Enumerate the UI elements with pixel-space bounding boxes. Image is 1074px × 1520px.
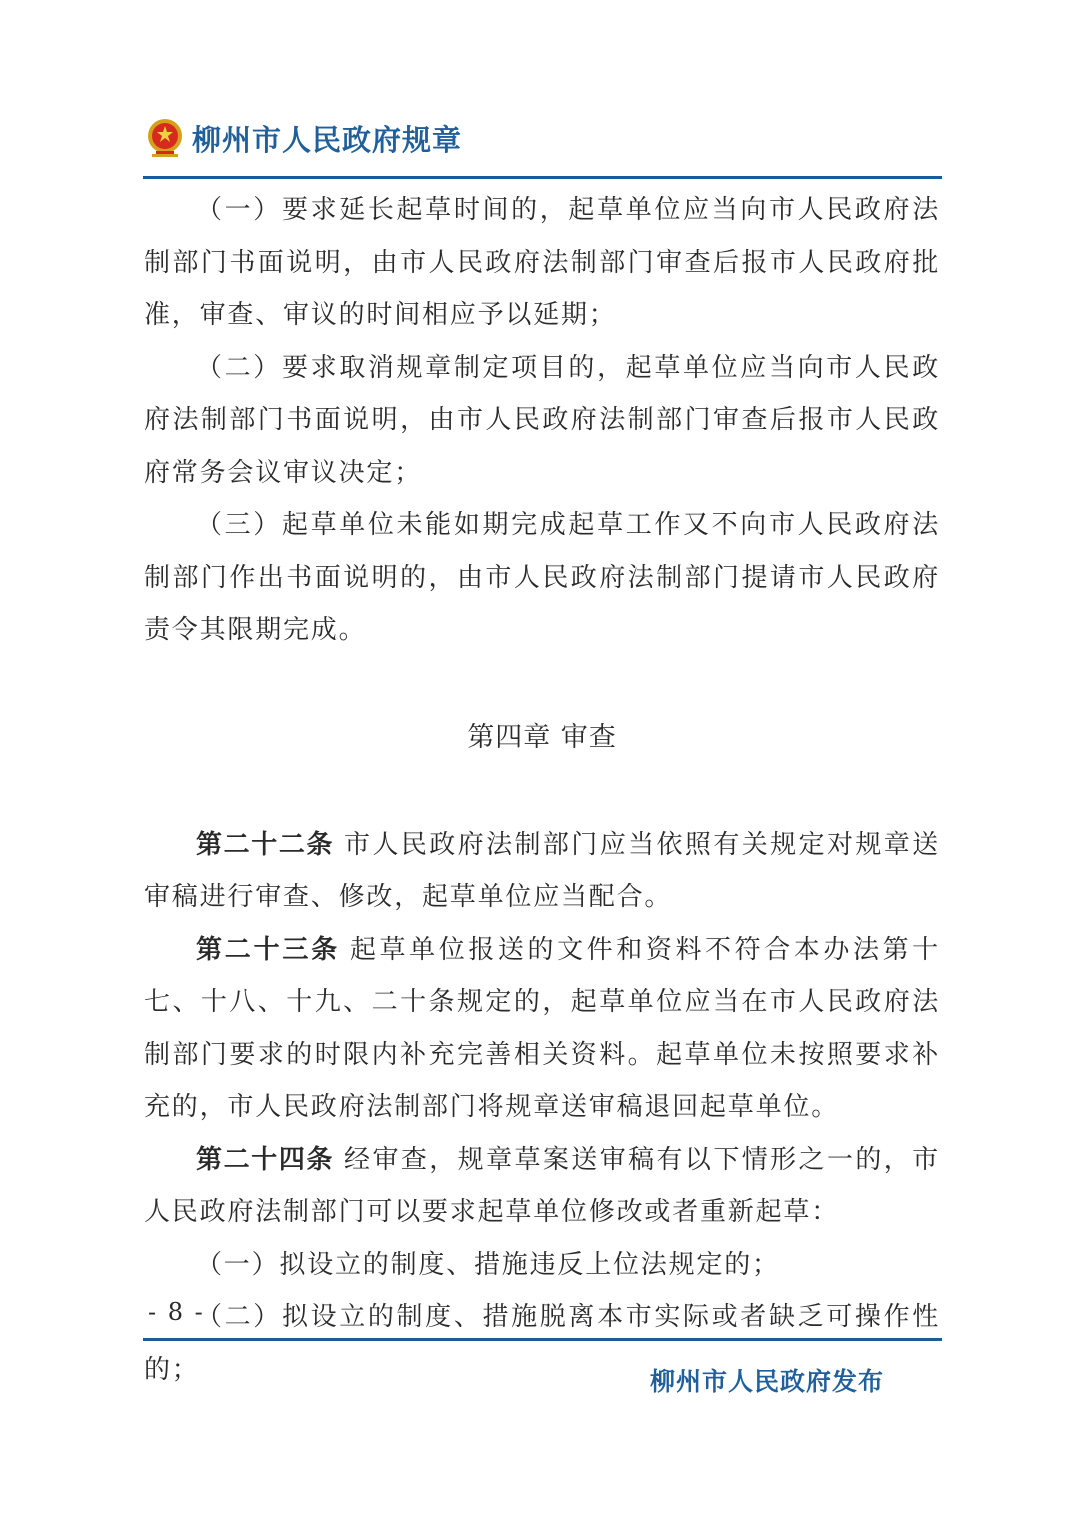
chapter-heading: 第四章 审查 — [467, 721, 617, 753]
list-item: （二）拟设立的制度、措施脱离本市实际或者缺乏可操作性的； — [144, 1302, 940, 1385]
header-divider — [143, 176, 942, 179]
article-label: 第二十四条 — [196, 1144, 335, 1175]
publisher-label: 柳州市人民政府发布 — [650, 1367, 885, 1396]
article-text: 市人民政府法制部门应当依照有关规定对规章送审稿进行审查、修改，起草单位应当配合。 — [144, 829, 940, 912]
footer-divider — [143, 1338, 942, 1341]
article-text: 起草单位报送的文件和资料不符合本办法第十七、十八、十九、二十条规定的，起草单位应当在市人民政府法制部门要求的时限内补充完善相关资料。起草单位未按照要求补充的，市人民政府法制部门将规章送审稿退回起草单位。 — [144, 934, 940, 1122]
page-header — [146, 112, 462, 164]
article-text: 经审查，规章草案送审稿有以下情形之一的，市人民政府法制部门可以要求起草单位修改或者重新起草： — [144, 1144, 940, 1227]
list-item: （三）起草单位未能如期完成起草工作又不向市人民政府法制部门作出书面说明的，由市人民政府法制部门提请市人民政府责令其限期完成。 — [144, 510, 940, 645]
page-number: - 8 - — [148, 1298, 205, 1326]
header-title: 柳州市人民政府规章 — [192, 122, 463, 157]
article-paragraph — [144, 819, 940, 924]
document-body — [144, 184, 940, 1396]
list-item: （一）要求延长起草时间的，起草单位应当向市人民政府法制部门书面说明，由市人民政府法制部门审查后报市人民政府批准，审查、审议的时间相应予以延期； — [144, 195, 940, 330]
article-paragraph — [144, 1134, 940, 1239]
article-paragraph — [144, 924, 940, 1134]
list-item: （二）要求取消规章制定项目的，起草单位应当向市人民政府法制部门书面说明，由市人民政府法制部门审查后报市人民政府常务会议审议决定； — [144, 352, 940, 488]
list-item: （一）拟设立的制度、措施违反上位法规定的； — [196, 1249, 780, 1280]
article-label: 第二十三条 — [196, 934, 340, 965]
national-emblem-icon — [146, 117, 184, 159]
article-label: 第二十二条 — [196, 829, 335, 860]
